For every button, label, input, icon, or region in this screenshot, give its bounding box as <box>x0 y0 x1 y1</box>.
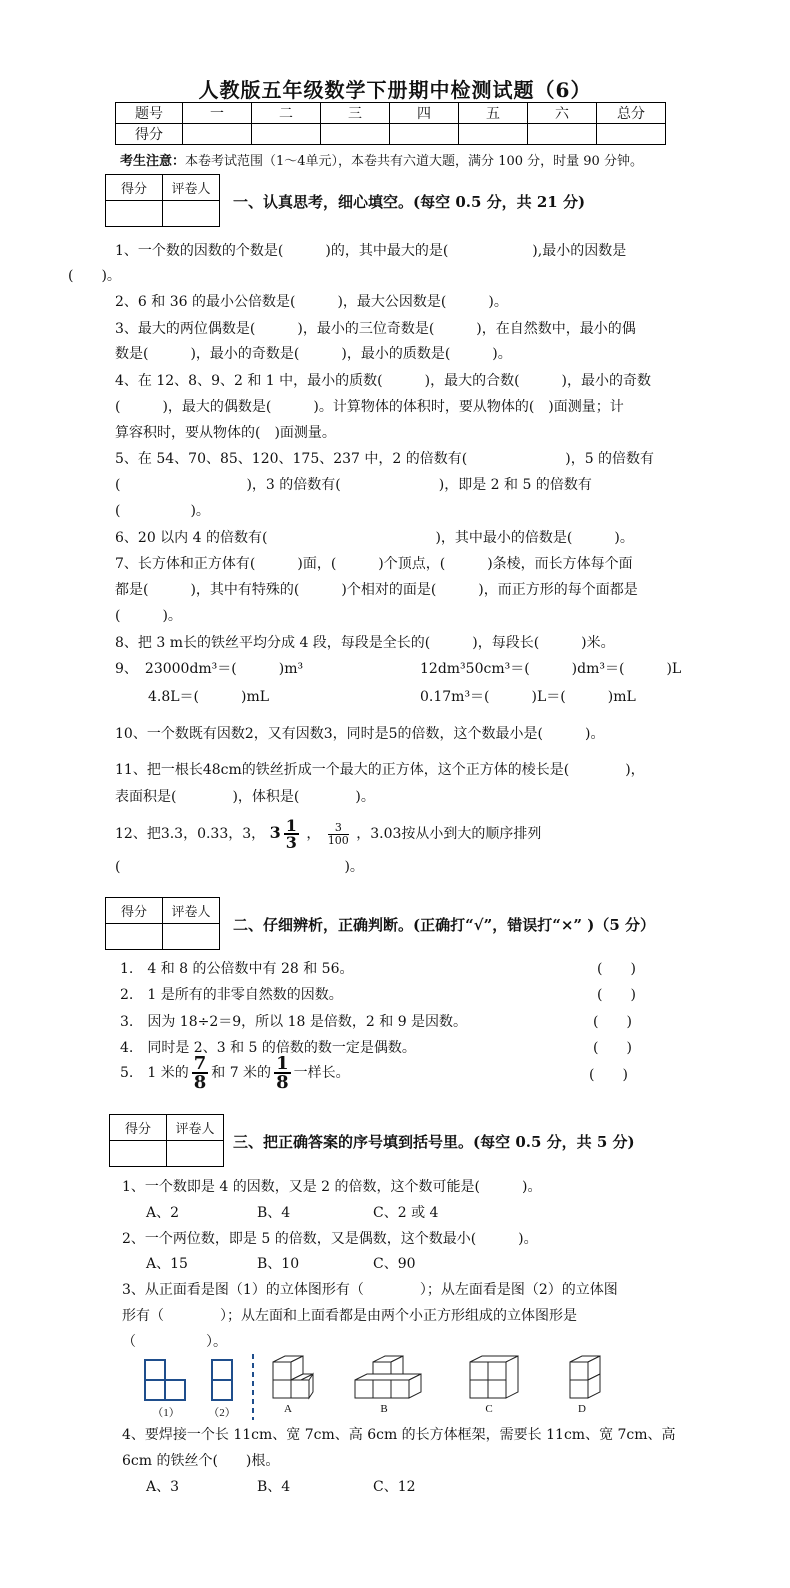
figure-label-a: A <box>284 1403 292 1415</box>
score-header-cell: 六 <box>528 103 597 124</box>
s3-q4-option-a[interactable]: A、3 <box>146 1479 180 1495</box>
q9-part-a: 9、 23000dm³＝( )m³ <box>115 661 304 677</box>
figure-label-2: （2） <box>208 1407 236 1419</box>
score-row-label: 得分 <box>116 124 183 145</box>
q12-fraction <box>328 822 349 847</box>
score-table-score-row <box>116 124 666 145</box>
score-header-cell: 三 <box>321 103 390 124</box>
s1-line: ( )。 <box>115 503 210 519</box>
s3-q3-line-1: 3、从正面看是图（1）的立体图形有（ ）；从左面看是图（2）的立体图 <box>122 1282 618 1298</box>
s1-line: 7、长方体和正方体有( )面，( )个顶点，( )条棱，而长方体每个面 <box>115 556 633 572</box>
s3-q1: 1、一个数即是 4 的因数，又是 2 的倍数，这个数可能是( )。 <box>122 1179 542 1195</box>
q12-suffix: ，3.03按从小到大的顺序排列 <box>356 826 542 842</box>
judge5-f2-denominator: 8 <box>276 1072 289 1093</box>
judge-paren[interactable]: ( ) <box>597 961 636 977</box>
grader-score-label: 得分 <box>106 175 163 201</box>
s3-q3-line-2: 形有（ ）；从左面和上面看都是由两个小正方形组成的立体图形是 <box>122 1308 577 1324</box>
judge5-mid: 和 7 米的 <box>211 1065 272 1081</box>
q12-fraction-numerator: 3 <box>328 822 349 835</box>
grader-reviewer-cell[interactable] <box>163 201 220 227</box>
notice-label: 考生注意： <box>120 154 186 169</box>
judge-paren[interactable]: ( ) <box>589 1067 628 1083</box>
s3-q4-option-c[interactable]: C、12 <box>373 1479 416 1495</box>
q12-fraction-denominator: 100 <box>327 833 349 847</box>
section-2-title: 二、仔细辨析，正确判断。(正确打“√”，错误打“×” )（5 分） <box>233 916 656 934</box>
page-title: 人教版五年级数学下册期中检测试题（6） <box>198 78 592 102</box>
grader-reviewer-cell[interactable] <box>167 1141 224 1167</box>
score-header-cell: 题号 <box>116 103 183 124</box>
section-1-title: 一、认真思考，细心填空。(每空 0.5 分，共 21 分) <box>233 193 586 211</box>
q9-part-d: 0.17m³＝( )L＝( )mL <box>420 689 636 705</box>
exam-notice <box>120 150 643 169</box>
judge5-prefix: 5. 1 米的 <box>120 1065 189 1081</box>
s3-q4-option-b[interactable]: B、4 <box>257 1479 291 1495</box>
solid-figures <box>130 1350 610 1424</box>
grader-score-cell[interactable] <box>106 201 163 227</box>
grader-score-cell[interactable] <box>106 924 163 950</box>
score-header-cell: 一 <box>183 103 252 124</box>
s1-line: 8、把 3 m长的铁丝平均分成 4 段，每段是全长的( )，每段长( )米。 <box>115 635 615 651</box>
s3-q3-line-3: （ ）。 <box>122 1334 227 1350</box>
figure-label-1: （1） <box>152 1407 180 1419</box>
s3-q4-line-2: 6cm 的铁丝个( )根。 <box>122 1453 280 1469</box>
q9-part-b: 12dm³50cm³＝( )dm³＝( )L <box>420 661 682 677</box>
judge-item: 2. 1 是所有的非零自然数的因数。 <box>120 987 343 1003</box>
q11-line-1: 11、把一根长48cm的铁丝折成一个最大的正方体，这个正方体的棱长是( )， <box>115 762 645 778</box>
q12-mixed-fraction <box>284 818 299 850</box>
s3-q1-option-a[interactable]: A、2 <box>146 1205 180 1221</box>
s1-line: 6、20 以内 4 的倍数有( )，其中最小的倍数是( )。 <box>115 530 634 546</box>
score-cell[interactable] <box>321 124 390 145</box>
figure-label-b: B <box>380 1403 388 1415</box>
grader-reviewer-cell[interactable] <box>163 924 220 950</box>
s1-line: 4、在 12、8、9、2 和 1 中，最小的质数( )，最大的合数( )，最小的奇数 <box>115 373 651 389</box>
judge5-f1-numerator: 7 <box>193 1053 207 1074</box>
score-table <box>115 102 666 145</box>
q9-part-c: 4.8L＝( )mL <box>148 689 270 705</box>
s1-line: ( )，3 的倍数有( )，即是 2 和 5 的倍数有 <box>115 477 592 493</box>
judge5-fraction-1 <box>192 1055 209 1091</box>
q12 <box>115 818 541 850</box>
s1-line: ( )。 <box>68 268 121 284</box>
grader-box-2 <box>105 897 220 950</box>
score-header-cell: 五 <box>459 103 528 124</box>
q12-mixed-whole: 3 <box>269 823 281 842</box>
q10: 10、一个数既有因数2，又有因数3，同时是5的倍数，这个数最小是( )。 <box>115 726 605 742</box>
s3-q4-line-1: 4、要焊接一个长 11cm、宽 7cm、高 6cm 的长方体框架，需要长 11cm、宽 7cm、高 <box>122 1427 676 1443</box>
q11-line-2: 表面积是( )，体积是( )。 <box>115 789 375 805</box>
grader-score-cell[interactable] <box>110 1141 167 1167</box>
score-cell[interactable] <box>252 124 321 145</box>
grader-reviewer-label: 评卷人 <box>163 898 220 924</box>
judge5-fraction-2 <box>274 1055 291 1091</box>
s3-q2-option-c[interactable]: C、90 <box>373 1256 416 1272</box>
s1-line: 都是( )，其中有特殊的( )个相对的面是( )，而正方形的每个面都是 <box>115 582 638 598</box>
grader-score-label: 得分 <box>110 1115 167 1141</box>
judge-item: 3. 因为 18÷2＝9，所以 18 是倍数，2 和 9 是因数。 <box>120 1014 468 1030</box>
score-cell[interactable] <box>390 124 459 145</box>
score-table-header-row <box>116 103 666 124</box>
q12-prefix: 12、把3.3，0.33，3， <box>115 826 266 842</box>
s3-q2: 2、一个两位数，即是 5 的倍数，又是偶数，这个数最小( )。 <box>122 1231 538 1247</box>
score-cell[interactable] <box>183 124 252 145</box>
judge5-f2-numerator: 1 <box>276 1053 289 1074</box>
judge-paren[interactable]: ( ) <box>593 1014 632 1030</box>
section-3-title: 三、把正确答案的序号填到括号里。(每空 0.5 分，共 5 分) <box>233 1133 635 1151</box>
s3-q1-option-c[interactable]: C、2 或 4 <box>373 1205 439 1221</box>
score-cell[interactable] <box>597 124 666 145</box>
figure-label-d: D <box>578 1403 586 1415</box>
s1-line: 3、最大的两位偶数是( )，最小的三位奇数是( )，在自然数中，最小的偶 <box>115 321 636 337</box>
s1-line: 数是( )，最小的奇数是( )，最小的质数是( )。 <box>115 346 512 362</box>
q12-separator: ， <box>306 826 321 842</box>
judge5-suffix: 一样长。 <box>293 1065 350 1081</box>
score-cell[interactable] <box>459 124 528 145</box>
score-header-cell: 四 <box>390 103 459 124</box>
score-cell[interactable] <box>528 124 597 145</box>
q12-mixed-numerator: 1 <box>285 816 297 835</box>
s3-q1-option-b[interactable]: B、4 <box>257 1205 291 1221</box>
judge-paren[interactable]: ( ) <box>597 987 636 1003</box>
s1-line: ( )。 <box>115 608 182 624</box>
s3-q2-option-b[interactable]: B、10 <box>257 1256 300 1272</box>
q12-mixed-denominator: 3 <box>285 833 297 852</box>
q12-answer: ( )。 <box>115 859 364 875</box>
notice-text: 本卷考试范围（1～4单元），本卷共有六道大题，满分 100 分，时量 90 分钟。 <box>185 154 643 169</box>
grader-score-label: 得分 <box>106 898 163 924</box>
judge-paren[interactable]: ( ) <box>593 1040 632 1056</box>
grader-box-1 <box>105 174 220 227</box>
judge-item-5 <box>120 1055 350 1091</box>
score-header-cell: 总分 <box>597 103 666 124</box>
s1-line: 算容积时，要从物体的( )面测量。 <box>115 425 336 441</box>
figure-label-c: C <box>485 1403 493 1415</box>
s1-line: 1、一个数的因数的个数是( )的，其中最大的是( ),最小的因数是 <box>115 243 627 259</box>
s3-q2-option-a[interactable]: A、15 <box>146 1256 188 1272</box>
grader-reviewer-label: 评卷人 <box>167 1115 224 1141</box>
s1-line: 5、在 54、70、85、120、175、237 中，2 的倍数有( )，5 的倍数有 <box>115 451 655 467</box>
judge5-f1-denominator: 8 <box>193 1072 207 1093</box>
grader-reviewer-label: 评卷人 <box>163 175 220 201</box>
grader-box-3 <box>109 1114 224 1167</box>
s1-line: ( )，最大的偶数是( )。计算物体的体积时，要从物体的( )面测量；计 <box>115 399 624 415</box>
s1-line: 2、6 和 36 的最小公倍数是( )，最大公因数是( )。 <box>115 294 508 310</box>
score-header-cell: 二 <box>252 103 321 124</box>
judge-item: 4. 同时是 2、3 和 5 的倍数的数一定是偶数。 <box>120 1040 416 1056</box>
judge-item: 1. 4 和 8 的公倍数中有 28 和 56。 <box>120 961 354 977</box>
